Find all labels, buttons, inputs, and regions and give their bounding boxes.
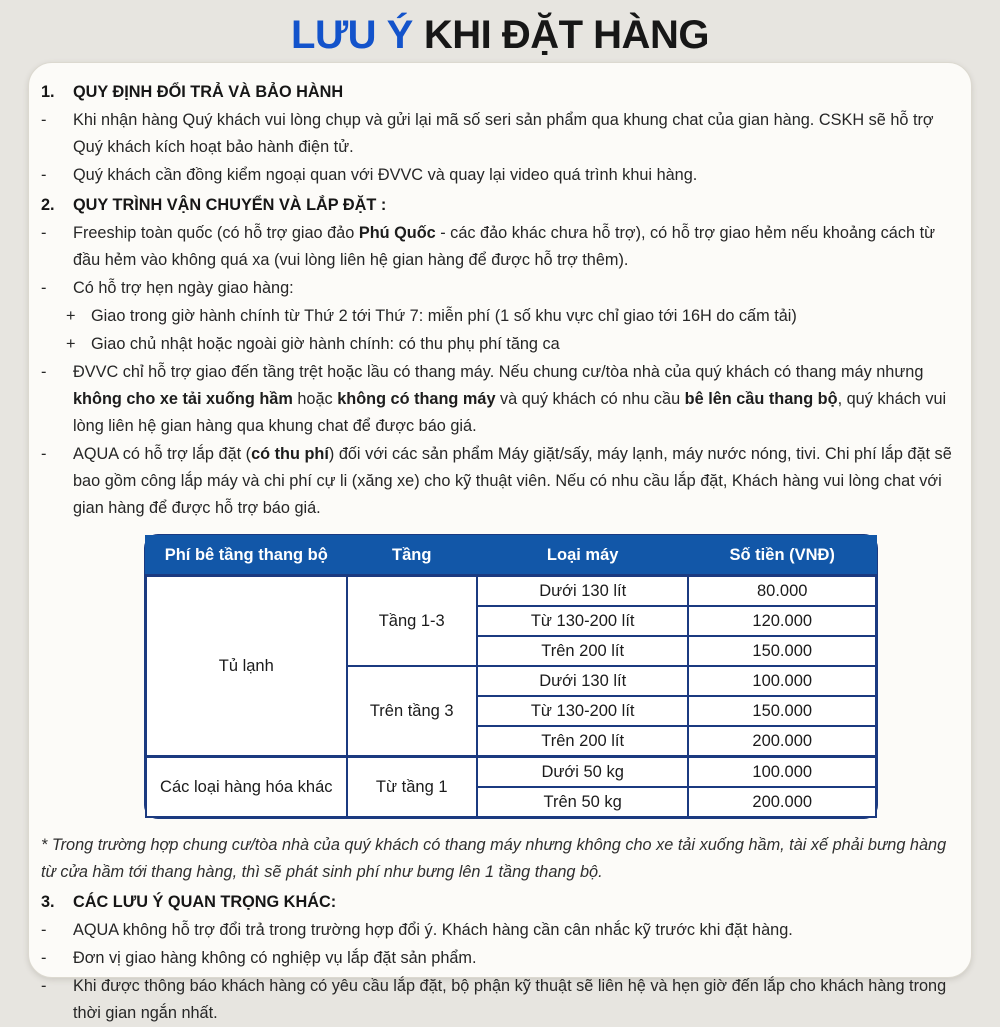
bold-text: không có thang máy [337,390,496,408]
section-2-heading [41,192,957,219]
bullet-marker: - [41,166,47,184]
text-segment: ĐVVC chỉ hỗ trợ giao đến tầng trệt hoặc lầu có thang máy. Nếu chung cư/tòa nhà của quý khách có thang máy nhưng [73,363,924,381]
section-1-heading [41,79,957,106]
section-3-bullet-2 [41,945,957,972]
section-2-title: QUY TRÌNH VẬN CHUYỂN VÀ LẮP ĐẶT : [73,196,387,214]
section-3-number: 3. [41,893,55,911]
title-rest: KHI ĐẶT HÀNG [423,13,709,57]
subbullet-marker: + [66,335,76,353]
cell-price: 150.000 [688,636,876,666]
bullet-text [73,220,957,274]
text-segment: AQUA có hỗ trợ lắp đặt ( [73,445,252,463]
header-fee-name: Phí bê tầng thang bộ [146,536,347,576]
subbullet-text: Giao chủ nhật hoặc ngoài giờ hành chính: có thu phụ phí tăng ca [91,335,560,353]
bullet-marker: - [41,224,47,242]
bullet-marker: - [41,445,47,463]
section-2-subbullet-weekday [66,303,957,330]
table-footnote: * Trong trường hợp chung cư/tòa nhà của quý khách có thang máy nhưng không cho xe tải xuống hầm, tài xế phải bưng hàng từ cửa hầm tới thang hàng, thì sẽ phát sinh phí như bưng lên 1 tầng thang bộ. [41,836,947,881]
cell-type: Dưới 130 lít [477,666,689,696]
bullet-marker: - [41,921,47,939]
header-amount: Số tiền (VNĐ) [688,536,876,576]
cell-type: Trên 200 lít [477,636,689,666]
bold-text: bê lên cầu thang bộ [684,390,838,408]
section-1-bullet-1 [41,107,957,161]
bullet-marker: - [41,363,47,381]
cell-price: 200.000 [688,787,876,817]
section-3-bullet-3 [41,973,957,1027]
section-3-heading [41,889,957,916]
notice-card [28,62,972,1022]
bullet-marker: - [41,949,47,967]
bullet-text [73,441,957,522]
table-header-row [146,536,876,576]
bullet-text: Khi được thông báo khách hàng có yêu cầu lắp đặt, bộ phận kỹ thuật sẽ liên hệ và hẹn giờ đến lắp cho khách hàng trong thời gian ngắn nhất. [73,977,947,1022]
section-1-bullet-2 [41,162,957,189]
cell-type: Dưới 50 kg [477,757,689,788]
header-machine-type: Loại máy [477,536,689,576]
bullet-text: Có hỗ trợ hẹn ngày giao hàng: [73,279,294,297]
bold-text: có thu phí [251,445,329,463]
bullet-text: Khi nhận hàng Quý khách vui lòng chụp và gửi lại mã số seri sản phẩm qua khung chat của gian hàng. CSKH sẽ hỗ trợ Quý khách kích hoạt bảo hành điện tử. [73,111,934,156]
carry-fee-table-grid [145,535,877,818]
text-segment: - các đảo khác chưa hỗ trợ), có hỗ trợ giao hẻm nếu khoảng cách từ đầu hẻm vào không quá xa (vui lòng liên hệ gian hàng để được hỗ trợ thêm). [73,224,936,269]
text-segment: và quý khách có nhu cầu [495,390,685,408]
cell-type: Trên 200 lít [477,726,689,757]
text-segment: hoặc [292,390,338,408]
header-floor: Tầng [347,536,477,576]
cell-price: 150.000 [688,696,876,726]
text-segment: ) đối với các sản phẩm Máy giặt/sấy, máy lạnh, máy nước nóng, tivi. Chi phí lắp đặt sẽ bao gồm công lắp máy và chi phí cự li (xăng xe) cho kỹ thuật viên. Nếu có nhu cầu lắp đặt, Khách hàng vui lòng chat với gian hàng để được hỗ trợ báo giá. [73,445,952,517]
section-3-bullet-1 [41,917,957,944]
table-row [146,576,876,607]
title-highlight: LƯU Ý [291,13,413,57]
bullet-marker: - [41,977,47,995]
subbullet-text: Giao trong giờ hành chính từ Thứ 2 tới Thứ 7: miễn phí (1 số khu vực chỉ giao tới 16H do cấm tải) [91,307,797,325]
section-3-title: CÁC LƯU Ý QUAN TRỌNG KHÁC: [73,893,337,911]
section-1-title: QUY ĐỊNH ĐỔI TRẢ VÀ BẢO HÀNH [73,83,344,101]
section-2-bullet-install [41,441,957,522]
cell-type: Từ 130-200 lít [477,696,689,726]
subbullet-marker: + [66,307,76,325]
section-2-bullet-dvvc [41,359,957,440]
cell-category-other: Các loại hàng hóa khác [146,757,347,818]
cell-floor-above-3: Trên tầng 3 [347,666,477,757]
section-2-bullet-freeship [41,220,957,274]
cell-price: 200.000 [688,726,876,757]
cell-category-fridge: Tủ lạnh [146,576,347,757]
bullet-text: Đơn vị giao hàng không có nghiệp vụ lắp đặt sản phẩm. [73,949,477,967]
bullet-text: Quý khách cần đồng kiểm ngoại quan với ĐVVC và quay lại video quá trình khui hàng. [73,166,698,184]
cell-floor-1-3: Tầng 1-3 [347,576,477,667]
cell-price: 100.000 [688,757,876,788]
cell-floor-from-1: Từ tầng 1 [347,757,477,818]
page-title [0,0,1000,62]
cell-price: 80.000 [688,576,876,607]
text-segment: Freeship toàn quốc (có hỗ trợ giao đảo [73,224,359,242]
cell-type: Dưới 130 lít [477,576,689,607]
section-2-bullet-schedule [41,275,957,302]
bold-text: không cho xe tải xuống hầm [73,390,293,408]
section-1-number: 1. [41,83,55,101]
section-2-number: 2. [41,196,55,214]
bullet-text: AQUA không hỗ trợ đổi trả trong trường hợp đổi ý. Khách hàng cần cân nhắc kỹ trước khi đặt hàng. [73,921,793,939]
section-2-subbullet-sunday [66,331,957,358]
cell-price: 120.000 [688,606,876,636]
carry-fee-table [144,534,878,819]
cell-price: 100.000 [688,666,876,696]
bullet-marker: - [41,111,47,129]
bold-text: Phú Quốc [358,224,436,242]
text-segment: , quý khách vui lòng liên hệ gian hàng qua khung chat để được báo giá. [73,390,947,435]
bullet-marker: - [41,279,47,297]
cell-type: Trên 50 kg [477,787,689,817]
cell-type: Từ 130-200 lít [477,606,689,636]
bullet-text [73,359,957,440]
table-row [146,757,876,788]
